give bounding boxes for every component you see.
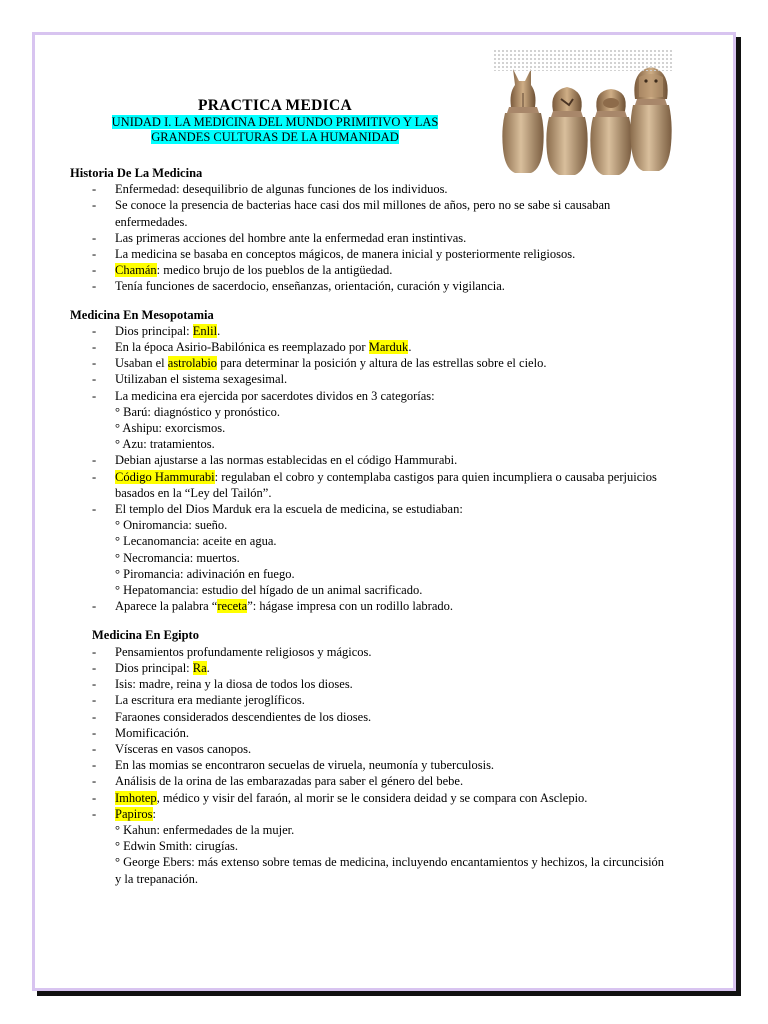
list-item-text: para determinar la posición y altura de las estrellas sobre el cielo. — [217, 356, 547, 371]
list-item: - Faraones considerados descendientes de los dioses. — [70, 709, 670, 725]
list-item — [70, 388, 670, 453]
list-item-text: , médico y visir del faraón, al morir se le considera deidad y se compara con Asclepio. — [156, 790, 588, 805]
list-item — [70, 323, 670, 339]
list-item: - Debian ajustarse a las normas establecidas en el código Hammurabi. — [70, 452, 670, 468]
section-title-historia: Historia De La Medicina — [70, 166, 203, 180]
highlighted-term: receta — [217, 599, 248, 614]
list-item-text: . — [217, 323, 221, 338]
historia-list — [70, 181, 670, 294]
sub-item: ° Lecanomancia: aceite en agua. — [115, 534, 277, 549]
highlighted-term: Código Hammurabi — [115, 469, 215, 484]
list-item — [70, 355, 670, 371]
highlighted-term: Enlil — [192, 323, 218, 338]
sub-item: ° Piromancia: adivinación en fuego. — [115, 566, 295, 581]
sub-item: ° George Ebers: más extenso sobre temas de medicina, incluyendo encantamientos y hechizos, la circuncisión y la trepanación. — [115, 855, 665, 886]
list-item: - Utilizaban el sistema sexagesimal. — [70, 371, 670, 387]
sub-item: ° Kahun: enfermedades de la mujer. — [115, 822, 295, 837]
list-item — [70, 660, 670, 676]
list-item: - La escritura era mediante jeroglíficos. — [70, 692, 670, 708]
section-title-mesopotamia: Medicina En Mesopotamia — [70, 307, 214, 322]
document-body — [70, 165, 670, 887]
list-item-text: ”: hágase impresa con un rodillo labrado. — [247, 599, 454, 614]
mesopotamia-list — [70, 323, 670, 615]
list-item-text: El templo del Dios Marduk era la escuela de medicina, se estudiaban: — [115, 502, 463, 517]
title-block — [93, 97, 457, 145]
list-item-text: . — [408, 340, 412, 355]
list-item-text: En la época Asirio-Babilónica es reemplazado por — [115, 340, 369, 355]
sub-item: ° Azu: tratamientos. — [115, 437, 215, 452]
image-background-pattern — [493, 49, 673, 71]
list-item — [70, 339, 670, 355]
sub-item: ° Hepatomancia: estudio del hígado de un animal sacrificado. — [115, 583, 423, 598]
document-page — [32, 32, 736, 991]
list-item — [70, 262, 670, 278]
page-title: PRACTICA MEDICA — [198, 97, 352, 114]
list-item-text: Aparece la palabra “ — [115, 599, 218, 614]
list-item-text: Usaban el — [115, 356, 168, 371]
sub-item: ° Oniromancia: sueño. — [115, 518, 228, 533]
list-item-text: : — [152, 806, 156, 821]
list-item — [70, 469, 670, 501]
list-item: - Pensamientos profundamente religiosos y mágicos. — [70, 644, 670, 660]
list-item: - Enfermedad: desequilibrio de algunas funciones de los individuos. — [70, 181, 670, 197]
highlighted-term: Papiros — [115, 806, 153, 821]
subtitle-line-1: UNIDAD I. LA MEDICINA DEL MUNDO PRIMITIVO Y LAS — [111, 115, 439, 129]
list-item — [70, 598, 670, 614]
list-item: - Momificación. — [70, 725, 670, 741]
subtitle-line-2: GRANDES CULTURAS DE LA HUMANIDAD — [151, 130, 399, 144]
sub-item: ° Ashipu: exorcismos. — [115, 421, 226, 436]
list-item: - Análisis de la orina de las embarazadas para saber el género del bebe. — [70, 773, 670, 789]
list-item: - La medicina se basaba en conceptos mágicos, de manera inicial y posteriormente religiosos. — [70, 246, 670, 262]
list-item — [70, 806, 670, 887]
highlighted-term: Marduk — [368, 340, 409, 355]
list-item-text: : medico brujo de los pueblos de la antigüedad. — [156, 263, 393, 278]
list-item: - Las primeras acciones del hombre ante la enfermedad eran instintivas. — [70, 230, 670, 246]
highlighted-term: Imhotep — [115, 790, 157, 805]
list-item — [70, 501, 670, 598]
sub-item: ° Barú: diagnóstico y pronóstico. — [115, 404, 281, 419]
list-item: - Isis: madre, reina y la diosa de todos los dioses. — [70, 676, 670, 692]
highlighted-term: Chamán — [115, 263, 157, 278]
list-item: - En las momias se encontraron secuelas de viruela, neumonía y tuberculosis. — [70, 757, 670, 773]
list-item: - Vísceras en vasos canopos. — [70, 741, 670, 757]
list-item — [70, 790, 670, 806]
list-item-text: : regulaban el cobro y contemplaba castigos para quien incumpliera o causaba perjuicios basados en la “Ley del Tailón”. — [115, 469, 657, 500]
egipto-list — [70, 644, 670, 887]
list-item-text: . — [206, 660, 210, 675]
list-item-text: Dios principal: — [115, 323, 193, 338]
sub-item: ° Necromancia: muertos. — [115, 550, 240, 565]
subtitle — [93, 115, 457, 145]
list-item: - Tenía funciones de sacerdocio, enseñanzas, orientación, curación y vigilancia. — [70, 278, 670, 294]
sub-item: ° Edwin Smith: cirugías. — [115, 839, 239, 854]
section-title-egipto: Medicina En Egipto — [92, 628, 199, 643]
highlighted-term: Ra — [192, 660, 207, 675]
highlighted-term: astrolabio — [167, 356, 218, 371]
list-item-text: Dios principal: — [115, 660, 193, 675]
list-item-text: La medicina era ejercida por sacerdotes dividos en 3 categorías: — [115, 388, 435, 403]
canopic-jars-image — [493, 49, 673, 181]
list-item: - Se conoce la presencia de bacterias hace casi dos mil millones de años, pero no se sabe si causaban enfermedades. — [70, 197, 670, 229]
